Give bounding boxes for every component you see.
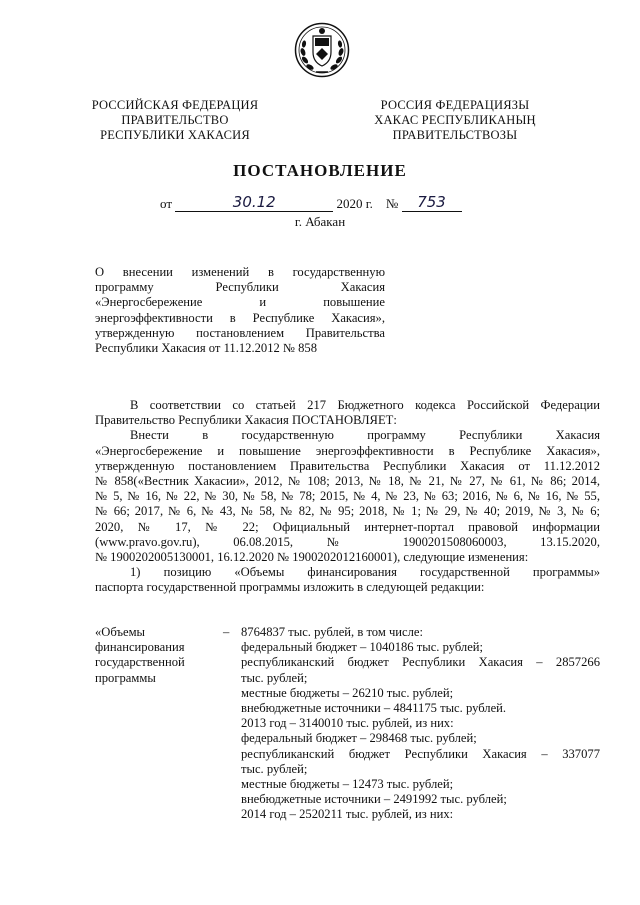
body-line: № 66; 2017, № 6, № 43, № 58, № 82, № 95; 2018, № 1; № 29, № 40; 2019, № 3, № 6;	[95, 504, 600, 519]
financing-line: внебюджетные источники – 4841175 тыс. рублей.	[241, 701, 507, 716]
date-handwritten: 30.12	[175, 196, 333, 212]
date-prefix: от	[160, 196, 173, 211]
financing-label-line: «Объемы	[95, 625, 146, 639]
subject-block	[95, 265, 385, 356]
body-line: утвержденную постановлением Правительства Республики Хакасия от 11.12.2012	[95, 458, 600, 473]
financing-label	[95, 625, 210, 686]
city: г. Абакан	[294, 214, 346, 229]
body-line: 1) позицию «Объемы финансирования государственной программы»	[130, 565, 600, 580]
financing-line: 2014 год – 2520211 тыс. рублей, из них:	[241, 807, 454, 822]
subject-line: «Энергосбережение и повышение	[95, 295, 385, 310]
financing-values	[241, 625, 600, 823]
financing-label-line: государственной	[95, 655, 185, 670]
financing-label-line: финансирования	[95, 640, 185, 655]
body-line: «Энергосбережение и повышение энергоэффективности в Республике Хакасия»,	[95, 443, 600, 458]
financing-line: внебюджетные источники – 2491992 тыс. рублей;	[241, 792, 507, 807]
financing-label-line: программы	[95, 670, 156, 685]
body-line: № 5, № 16, № 22, № 30, № 58, № 78; 2015, № 4, № 23, № 63; 2016, № 6, № 16, № 55,	[95, 489, 600, 504]
body-line: № 858(«Вестник Хакасии», 2012, № 108; 2013, № 18, № 21, № 27, № 61, № 86; 2014,	[95, 474, 600, 489]
body-line: Внести в государственную программу Республики Хакасия	[130, 428, 600, 443]
financing-line: тыс. рублей;	[241, 761, 308, 776]
financing-line: 2013 год – 3140010 тыс. рублей, из них:	[241, 716, 454, 731]
body-line: (www.pravo.gov.ru), 06.08.2015, № 1900201508060003, 13.15.2020,	[95, 534, 600, 549]
subject-line: утвержденную постановлением Правительства	[95, 325, 385, 340]
subject-line: О внесении изменений в государственную	[95, 265, 385, 279]
number-handwritten: 753	[402, 196, 462, 212]
financing-line: республиканский бюджет Республики Хакасия – 2857266	[241, 655, 600, 670]
financing-line: республиканский бюджет Республики Хакасия – 337077	[241, 746, 600, 761]
number-prefix: №	[385, 196, 399, 211]
document-body	[95, 398, 600, 596]
financing-line: федеральный бюджет – 298468 тыс. рублей;	[241, 731, 477, 746]
coat-of-arms-emblem	[294, 22, 350, 78]
financing-line: 8764837 тыс. рублей, в том числе:	[241, 625, 423, 639]
date-line	[160, 193, 462, 212]
subject-line: энергоэффективности в Республике Хакасия»,	[95, 310, 385, 325]
body-line: В соответствии со статьей 217 Бюджетного кодекса Российской Федерации	[130, 398, 600, 412]
header-left	[70, 98, 280, 143]
body-line: 2020, № 17, № 22; Официальный интернет-портал правовой информации	[95, 519, 600, 534]
header-left-line: РЕСПУБЛИКИ ХАКАСИЯ	[100, 128, 250, 142]
header-right-line: ПРАВИТЕЛЬСТВОЗЫ	[392, 128, 518, 142]
body-line: № 1900202005130001, 16.12.2020 № 1900202012160001), следующие изменения:	[95, 550, 529, 565]
header-left-line: РОССИЙСКАЯ ФЕДЕРАЦИЯ	[91, 98, 259, 112]
financing-line: местные бюджеты – 12473 тыс. рублей;	[241, 777, 454, 792]
subject-line: программу Республики Хакасия	[95, 280, 385, 295]
financing-line: федеральный бюджет – 1040186 тыс. рублей;	[241, 640, 484, 655]
body-line: паспорта государственной программы изложить в следующей редакции:	[95, 580, 485, 595]
document-title: ПОСТАНОВЛЕНИЕ	[233, 161, 407, 180]
date-year: 2020 г.	[336, 196, 373, 211]
financing-line: тыс. рублей;	[241, 670, 308, 685]
header-right	[345, 98, 565, 143]
subject-line: Республики Хакасия от 11.12.2012 № 858	[95, 341, 317, 356]
financing-dash: –	[223, 625, 230, 639]
header-right-line: ХАКАС РЕСПУБЛИКАНЫҢ	[374, 113, 536, 127]
header-left-line: ПРАВИТЕЛЬСТВО	[121, 113, 229, 127]
financing-line: местные бюджеты – 26210 тыс. рублей;	[241, 685, 454, 700]
header-right-line: РОССИЯ ФЕДЕРАЦИЯЗЫ	[380, 98, 530, 112]
body-line: Правительство Республики Хакасия ПОСТАНОВЛЯЕТ:	[95, 413, 397, 428]
